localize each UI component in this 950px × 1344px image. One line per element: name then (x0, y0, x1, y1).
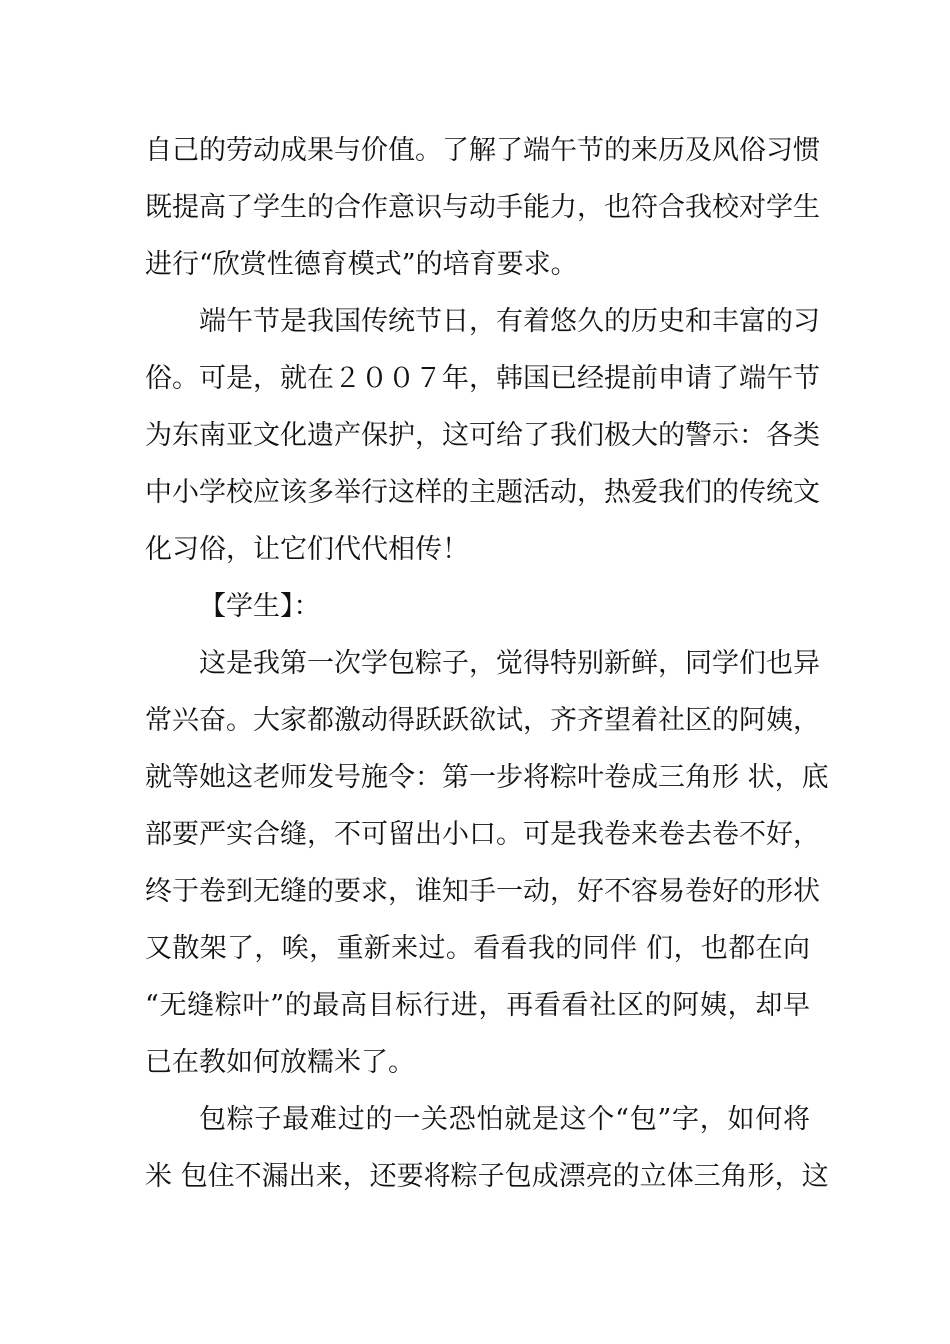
text-line: 已在教如何放糯米了。 (145, 1047, 415, 1078)
text-line: 化习俗，让它们代代相传！ (145, 534, 469, 565)
text-line: 中小学校应该多举行这样的主题活动，热爱我们的传统文 (145, 477, 820, 508)
text-line: 俗。可是，就在２００７年，韩国已经提前申请了端午节 (145, 363, 820, 394)
text-line: 端午节是我国传统节日，有着悠久的历史和丰富的习 (199, 306, 820, 337)
text-line: 进行“欣赏性德育模式”的培育要求。 (145, 249, 578, 280)
section-heading: 【学生】： (199, 591, 321, 622)
text-line: 为东南亚文化遗产保护，这可给了我们极大的警示：各类 (145, 420, 820, 451)
text-line: 常兴奋。大家都激动得跃跃欲试，齐齐望着社区的阿姨， (145, 705, 820, 736)
text-line: 这是我第一次学包粽子，觉得特别新鲜，同学们也异 (199, 648, 820, 679)
text-line: 部要严实合缝，不可留出小口。可是我卷来卷去卷不好， (145, 819, 820, 850)
text-line: 又散架了，唉，重新来过。看看我的同伴 们，也都在向 (145, 933, 810, 964)
text-line: 就等她这老师发号施令：第一步将粽叶卷成三角形 状，底 (145, 762, 829, 793)
text-line: 自己的劳动成果与价值。了解了端午节的来历及风俗习惯 (145, 135, 820, 166)
text-line: “无缝粽叶”的最高目标行进，再看看社区的阿姨，却早 (145, 990, 810, 1021)
text-line: 终于卷到无缝的要求，谁知手一动，好不容易卷好的形状 (145, 876, 820, 907)
text-line: 米 包住不漏出来，还要将粽子包成漂亮的立体三角形，这 (145, 1161, 829, 1192)
text-line: 既提高了学生的合作意识与动手能力，也符合我校对学生 (145, 192, 820, 223)
text-line: 包粽子最难过的一关恐怕就是这个“包”字，如何将 (199, 1104, 810, 1135)
